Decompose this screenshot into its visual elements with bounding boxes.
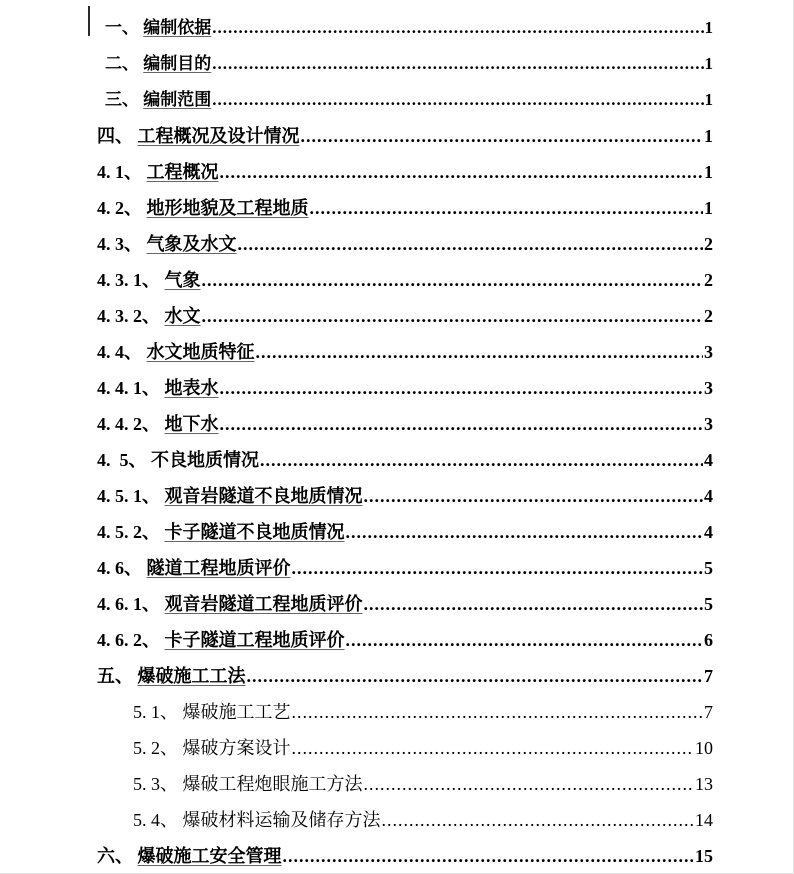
toc-entry-title: 爆破施工安全管理 — [137, 846, 282, 866]
dot-leader — [292, 550, 704, 586]
toc-entry-title: 编制依据 — [143, 18, 212, 37]
dot-leader — [292, 694, 704, 730]
toc-entry[interactable] — [97, 82, 713, 118]
toc-entry-page: 4 — [704, 522, 713, 542]
toc-entry[interactable] — [97, 46, 713, 82]
toc-entry-title: 气象及水文 — [146, 234, 237, 254]
toc-entry-number: 4. 2、 — [97, 198, 147, 218]
toc-entry-page: 7 — [704, 702, 713, 722]
toc-entry[interactable] — [97, 586, 713, 622]
toc-entry-title: 爆破施工工艺 — [182, 702, 291, 722]
toc-entry-title: 地表水 — [164, 378, 219, 398]
toc-entry[interactable] — [97, 262, 713, 298]
toc-entry-number: 4. 4. 1、 — [97, 378, 165, 398]
toc-entry-page: 4 — [704, 450, 713, 470]
toc-entry[interactable] — [97, 550, 713, 586]
dot-leader — [220, 370, 704, 406]
text-cursor — [88, 6, 90, 36]
toc-entry-number: 四、 — [97, 126, 138, 146]
toc-entry[interactable] — [97, 154, 713, 190]
dot-leader — [283, 838, 695, 874]
toc-entry-title: 卡子隧道工程地质评价 — [164, 630, 345, 650]
dot-leader — [220, 154, 704, 190]
toc-entry[interactable] — [97, 334, 713, 370]
dot-leader — [301, 118, 704, 154]
toc-entry-page: 5 — [704, 594, 713, 614]
toc-entry-number: 5. 1、 — [133, 702, 183, 722]
dot-leader — [212, 46, 703, 82]
toc-entry-number: 5. 4、 — [133, 810, 183, 830]
toc-entry-title: 气象 — [164, 270, 201, 290]
toc-entry[interactable] — [97, 10, 713, 46]
toc-entry-page: 1 — [704, 198, 713, 218]
toc-entry-page: 2 — [704, 234, 713, 254]
dot-leader — [202, 298, 704, 334]
dot-leader — [382, 802, 695, 838]
table-of-contents — [97, 10, 713, 874]
dot-leader — [212, 10, 703, 46]
dot-leader — [364, 766, 695, 802]
toc-entry-number: 4. 3. 2、 — [97, 306, 165, 326]
toc-entry-page: 6 — [704, 630, 713, 650]
toc-entry-page: 7 — [704, 666, 713, 686]
dot-leader — [292, 730, 695, 766]
toc-entry-page: 2 — [704, 306, 713, 326]
toc-entry-number: 4. 1、 — [97, 162, 147, 182]
toc-entry[interactable] — [97, 190, 713, 226]
toc-entry-number: 4. 3、 — [97, 234, 147, 254]
toc-entry-page: 15 — [695, 846, 713, 866]
toc-entry[interactable] — [97, 370, 713, 406]
toc-entry-page: 13 — [695, 774, 713, 794]
toc-entry[interactable] — [97, 730, 713, 766]
toc-entry-title: 爆破施工工法 — [137, 666, 246, 686]
toc-entry-page: 1 — [704, 90, 713, 109]
dot-leader — [346, 622, 704, 658]
toc-entry-page: 3 — [704, 342, 713, 362]
toc-entry-page: 1 — [704, 126, 713, 146]
toc-entry[interactable] — [97, 622, 713, 658]
toc-entry[interactable] — [97, 298, 713, 334]
toc-entry-title: 卡子隧道不良地质情况 — [164, 522, 345, 542]
dot-leader — [346, 514, 704, 550]
dot-leader — [260, 442, 703, 478]
toc-entry-number: 4. 6. 2、 — [97, 630, 165, 650]
toc-entry-title: 工程概况及设计情况 — [137, 126, 300, 146]
toc-entry-page: 2 — [704, 270, 713, 290]
toc-entry-title: 水文 — [164, 306, 201, 326]
toc-entry-page: 14 — [695, 810, 713, 830]
dot-leader — [364, 478, 704, 514]
toc-entry-title: 隧道工程地质评价 — [146, 558, 291, 578]
toc-entry[interactable] — [97, 658, 713, 694]
toc-entry-title: 工程概况 — [146, 162, 219, 182]
toc-entry-number: 4. 6. 1、 — [97, 594, 165, 614]
dot-leader — [247, 658, 704, 694]
toc-entry-number: 4. 4、 — [97, 342, 147, 362]
dot-leader — [310, 190, 704, 226]
toc-entry-number: 4. 6、 — [97, 558, 147, 578]
toc-entry-number: 4. 5. 2、 — [97, 522, 165, 542]
toc-entry-title: 水文地质特征 — [146, 342, 255, 362]
toc-entry-title: 地下水 — [164, 414, 219, 434]
dot-leader — [220, 406, 704, 442]
dot-leader — [238, 226, 704, 262]
toc-entry-page: 5 — [704, 558, 713, 578]
dot-leader — [256, 334, 704, 370]
toc-entry-number: 4. 4. 2、 — [97, 414, 165, 434]
toc-entry-number: 六、 — [97, 846, 138, 866]
toc-entry-title: 爆破工程炮眼施工方法 — [182, 774, 363, 794]
toc-entry-title: 编制目的 — [143, 54, 212, 73]
toc-entry-title: 地形地貌及工程地质 — [146, 198, 309, 218]
toc-entry[interactable] — [97, 838, 713, 874]
toc-entry-title: 不良地质情况 — [151, 450, 259, 470]
toc-entry-title: 编制范围 — [143, 90, 212, 109]
toc-entry-number: 一、 — [105, 18, 144, 37]
toc-entry[interactable] — [97, 478, 713, 514]
toc-entry-number: 二、 — [105, 54, 144, 73]
toc-entry-title: 观音岩隧道不良地质情况 — [164, 486, 363, 506]
toc-entry-number: 4. 5、 — [97, 450, 151, 470]
toc-entry-page: 3 — [704, 378, 713, 398]
toc-entry-page: 4 — [704, 486, 713, 506]
toc-entry[interactable] — [97, 442, 713, 478]
toc-entry[interactable] — [97, 514, 713, 550]
toc-entry-number: 5. 2、 — [133, 738, 183, 758]
toc-entry-title: 观音岩隧道工程地质评价 — [164, 594, 363, 614]
toc-entry-page: 1 — [704, 54, 713, 73]
toc-entry-page: 3 — [704, 414, 713, 434]
toc-entry[interactable] — [97, 406, 713, 442]
toc-entry-number: 三、 — [105, 90, 144, 109]
toc-entry-page: 1 — [704, 18, 713, 37]
toc-entry-page: 10 — [695, 738, 713, 758]
dot-leader — [212, 82, 703, 118]
toc-entry-page: 1 — [704, 162, 713, 182]
toc-entry[interactable] — [97, 802, 713, 838]
toc-entry-title: 爆破材料运输及储存方法 — [182, 810, 381, 830]
toc-entry[interactable] — [97, 694, 713, 730]
toc-entry-number: 五、 — [97, 666, 138, 686]
toc-entry-number: 4. 5. 1、 — [97, 486, 165, 506]
dot-leader — [364, 586, 704, 622]
toc-entry-number: 4. 3. 1、 — [97, 270, 165, 290]
dot-leader — [202, 262, 704, 298]
toc-entry[interactable] — [97, 226, 713, 262]
toc-entry[interactable] — [97, 118, 713, 154]
toc-entry-number: 5. 3、 — [133, 774, 183, 794]
toc-entry[interactable] — [97, 766, 713, 802]
toc-entry-title: 爆破方案设计 — [182, 738, 291, 758]
